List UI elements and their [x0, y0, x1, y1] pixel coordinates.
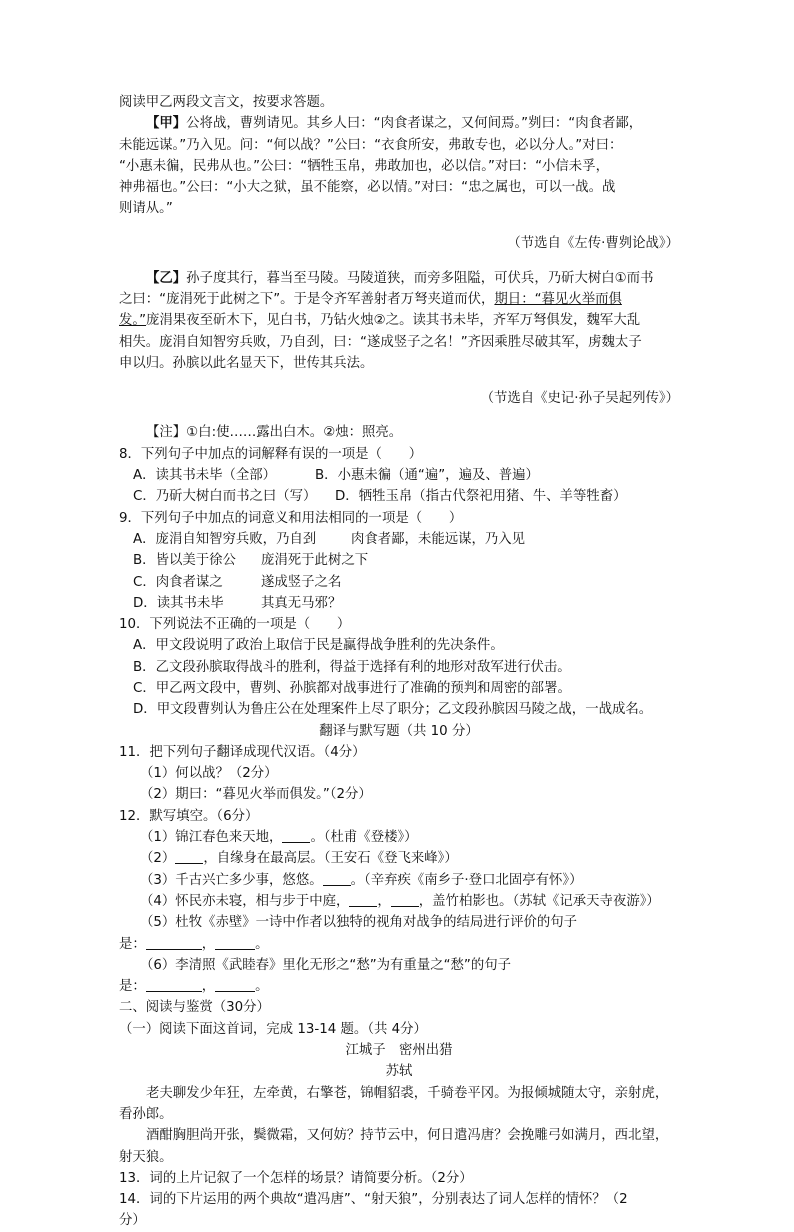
answer-blank[interactable] [323, 871, 351, 886]
underlined-sentence: 期日：“暮见火举而俱 [494, 292, 622, 308]
passage-jia [119, 113, 679, 254]
poem-title: 江城子 密州出猎 [345, 1043, 453, 1059]
fill-text: 。 [255, 936, 269, 952]
option-c: C．肉食者谋之 [133, 574, 223, 590]
fill-text: ，自缘身在最高层。（王安石《登飞来峰》） [203, 851, 458, 867]
option-d: D．甲文段曹刿认为鲁庄公在处理案件上尽了职分；乙文段孙膑因马陵之战，一战成名。 [133, 702, 653, 718]
passage-text: 神弗福也。”公曰：“小大之狱，虽不能察，必以情。”对曰：“忠之属也，可以一战。战 [119, 180, 616, 196]
poem-line: 酒酣胸胆尚开张，鬓微霜，又何妨？持节云中，何日遣冯唐？会挽雕弓如满月，西北望， [146, 1128, 669, 1144]
fill-text: （4）怀民亦未寝，相与步于中庭， [140, 893, 350, 909]
answer-blank[interactable] [215, 977, 255, 992]
fill-text: ， [201, 979, 216, 995]
passage-text: 申以归。孙膑以此名显天下，世传其兵法。 [119, 356, 374, 372]
poem [119, 1040, 679, 1168]
fill-text: 是： [119, 936, 146, 952]
part-heading: （一）阅读下面这首词，完成 13-14 题。（共 4分） [119, 1021, 427, 1037]
question-9 [119, 508, 679, 614]
sub-question: （1）何以战？（2分） [140, 766, 278, 782]
question-14-cont: 分） [119, 1213, 146, 1229]
passage-text: 孙子度其行，暮当至马陵。马陵道狭，而旁多阻隘，可伏兵，乃斫大树白①而书 [186, 270, 654, 286]
instruction: 阅读甲乙两段文言文，按要求答题。 [119, 95, 334, 110]
underlined-sentence: 发。” [119, 313, 147, 329]
poem-line: 老夫聊发少年狂，左牵黄，右擎苍，锦帽貂裘，千骑卷平冈。为报倾城随太守，亲射虎， [146, 1085, 669, 1101]
poem-author: 苏轼 [385, 1064, 413, 1080]
fill-text: 是： [119, 979, 146, 995]
option-a: A．甲文段说明了政治上取信于民是赢得战争胜利的先决条件。 [133, 638, 504, 654]
answer-blank[interactable] [349, 892, 377, 907]
fill-text: 。（辛弃疾《南乡子·登口北固亭有怀》） [350, 872, 583, 888]
passage-text: 未能远谋。”乃入见。问：“何以战？”公曰：“衣食所安，弗敢专也，必以分人。”对曰： [119, 137, 623, 153]
question-8 [119, 444, 679, 508]
passage-yi [119, 268, 679, 409]
answer-blank[interactable] [175, 849, 203, 864]
answer-blank[interactable] [146, 977, 202, 992]
passage-source: （节选自《左传·曹刿论战》） [507, 236, 679, 252]
question-stem: 12．默写填空。（6分） [119, 808, 259, 824]
option-d: D．读其书未毕 [133, 595, 224, 611]
poem-line: 射天狼。 [119, 1149, 173, 1165]
fill-text: 。 [255, 979, 269, 995]
passage-text: 之曰：“庞涓死于此树之下”。于是令齐军善射者万弩夹道而伏， [119, 292, 495, 308]
poem-line: 看孙郎。 [119, 1106, 173, 1122]
fill-text: （5）杜牧《赤壁》一诗中作者以独特的视角对战争的结局进行评价的句子 [140, 915, 578, 931]
option-b: B．皆以美于徐公 [133, 553, 236, 569]
option-b: B．乙文段孙膑取得战斗的胜利，得益于选择有利的地形对敌军进行伏击。 [133, 659, 571, 675]
answer-blank[interactable] [391, 892, 419, 907]
section-heading: 翻译与默写题（共 10 分） [319, 723, 479, 739]
option-c: C．甲乙两文段中，曹刿、孙膑都对战事进行了准确的预判和周密的部署。 [133, 680, 571, 696]
passage-text: 公将战，曹刿请见。其乡人曰：“肉食者谋之，又何间焉。”刿曰：“肉食者鄙， [186, 116, 643, 132]
option-c-pair: 遂成竖子之名 [261, 574, 342, 590]
fill-text: ， [201, 936, 216, 952]
passage-text: 相失。庞涓自知智穷兵败，乃自刭，曰：“遂成竖子之名！”齐因乘胜尽破其军，虏魏太子 [119, 334, 642, 350]
question-stem: 8．下列句子中加点的词解释有误的一项是（ ） [119, 446, 423, 462]
footnote: 【注】①白:使……露出白木。②烛：照亮。 [146, 425, 403, 441]
option-a-pair: 肉食者鄙，未能远谋，乃入见 [351, 531, 526, 547]
passage-source: （节选自《史记·孙子吴起列传》） [480, 390, 679, 406]
passage-text: “小惠未徧，民弗从也。”公曰：“牺牲玉帛，弗敢加也，必以信。”对曰：“小信未孚， [119, 158, 609, 174]
option-a: A．读其书未毕（全部） [133, 468, 277, 484]
question-12 [119, 806, 679, 998]
question-10 [119, 614, 679, 720]
answer-blank[interactable] [215, 935, 255, 950]
option-d-pair: 其真无马邪？ [261, 595, 342, 611]
passage-text: 庞涓果夜至斫木下，见白书，乃钻火烛②之。读其书未毕，齐军万弩俱发，魏军大乱 [146, 313, 641, 329]
fill-text: （2） [140, 851, 176, 867]
option-d: D．牺牲玉帛（指古代祭祀用猪、牛、羊等牲畜） [335, 489, 627, 505]
fill-text: ， [377, 893, 391, 909]
question-stem: 10．下列说法不正确的一项是（ ） [119, 617, 351, 633]
answer-blank[interactable] [146, 935, 202, 950]
passage-tag: 【甲】 [146, 116, 187, 132]
passage-text: 则请从。” [119, 201, 173, 217]
document-page [119, 92, 679, 1232]
question-11 [119, 742, 679, 806]
option-b: B．小惠未徧（通“遍”，遍及、普遍） [315, 468, 539, 484]
passage-tag: 【乙】 [146, 270, 187, 286]
answer-blank[interactable] [282, 828, 310, 843]
section-heading: 二、阅读与鉴赏（30分） [119, 1000, 270, 1016]
option-b-pair: 庞涓死于此树之下 [261, 553, 369, 569]
option-a: A．庞涓自知智穷兵败，乃自刭 [133, 531, 317, 547]
question-14: 14．词的下片运用的两个典故“遣冯唐”、“射天狼”，分别表达了词人怎样的情怀？（2 [119, 1192, 628, 1208]
option-c: C．乃斫大树白而书之曰（写） [133, 489, 317, 505]
question-stem: 11．把下列句子翻译成现代汉语。（4分） [119, 744, 366, 760]
sub-question: （2）期曰：“暮见火举而俱发。”（2分） [140, 787, 372, 803]
fill-text: （3）千古兴亡多少事，悠悠。 [140, 872, 323, 888]
question-stem: 9．下列句子中加点的词意义和用法相同的一项是（ ） [119, 510, 463, 526]
fill-text: ，盖竹柏影也。（苏轼《记承天寺夜游》） [418, 893, 660, 909]
fill-text: （1）锦江春色来天地， [140, 830, 283, 846]
fill-text: 。（杜甫《登楼》） [310, 830, 418, 846]
question-13: 13．词的上片记叙了一个怎样的场景？请简要分析。（2分） [119, 1170, 473, 1186]
fill-text: （6）李清照《武睦春》里化无形之“愁”为有重量之“愁”的句子 [140, 957, 512, 973]
